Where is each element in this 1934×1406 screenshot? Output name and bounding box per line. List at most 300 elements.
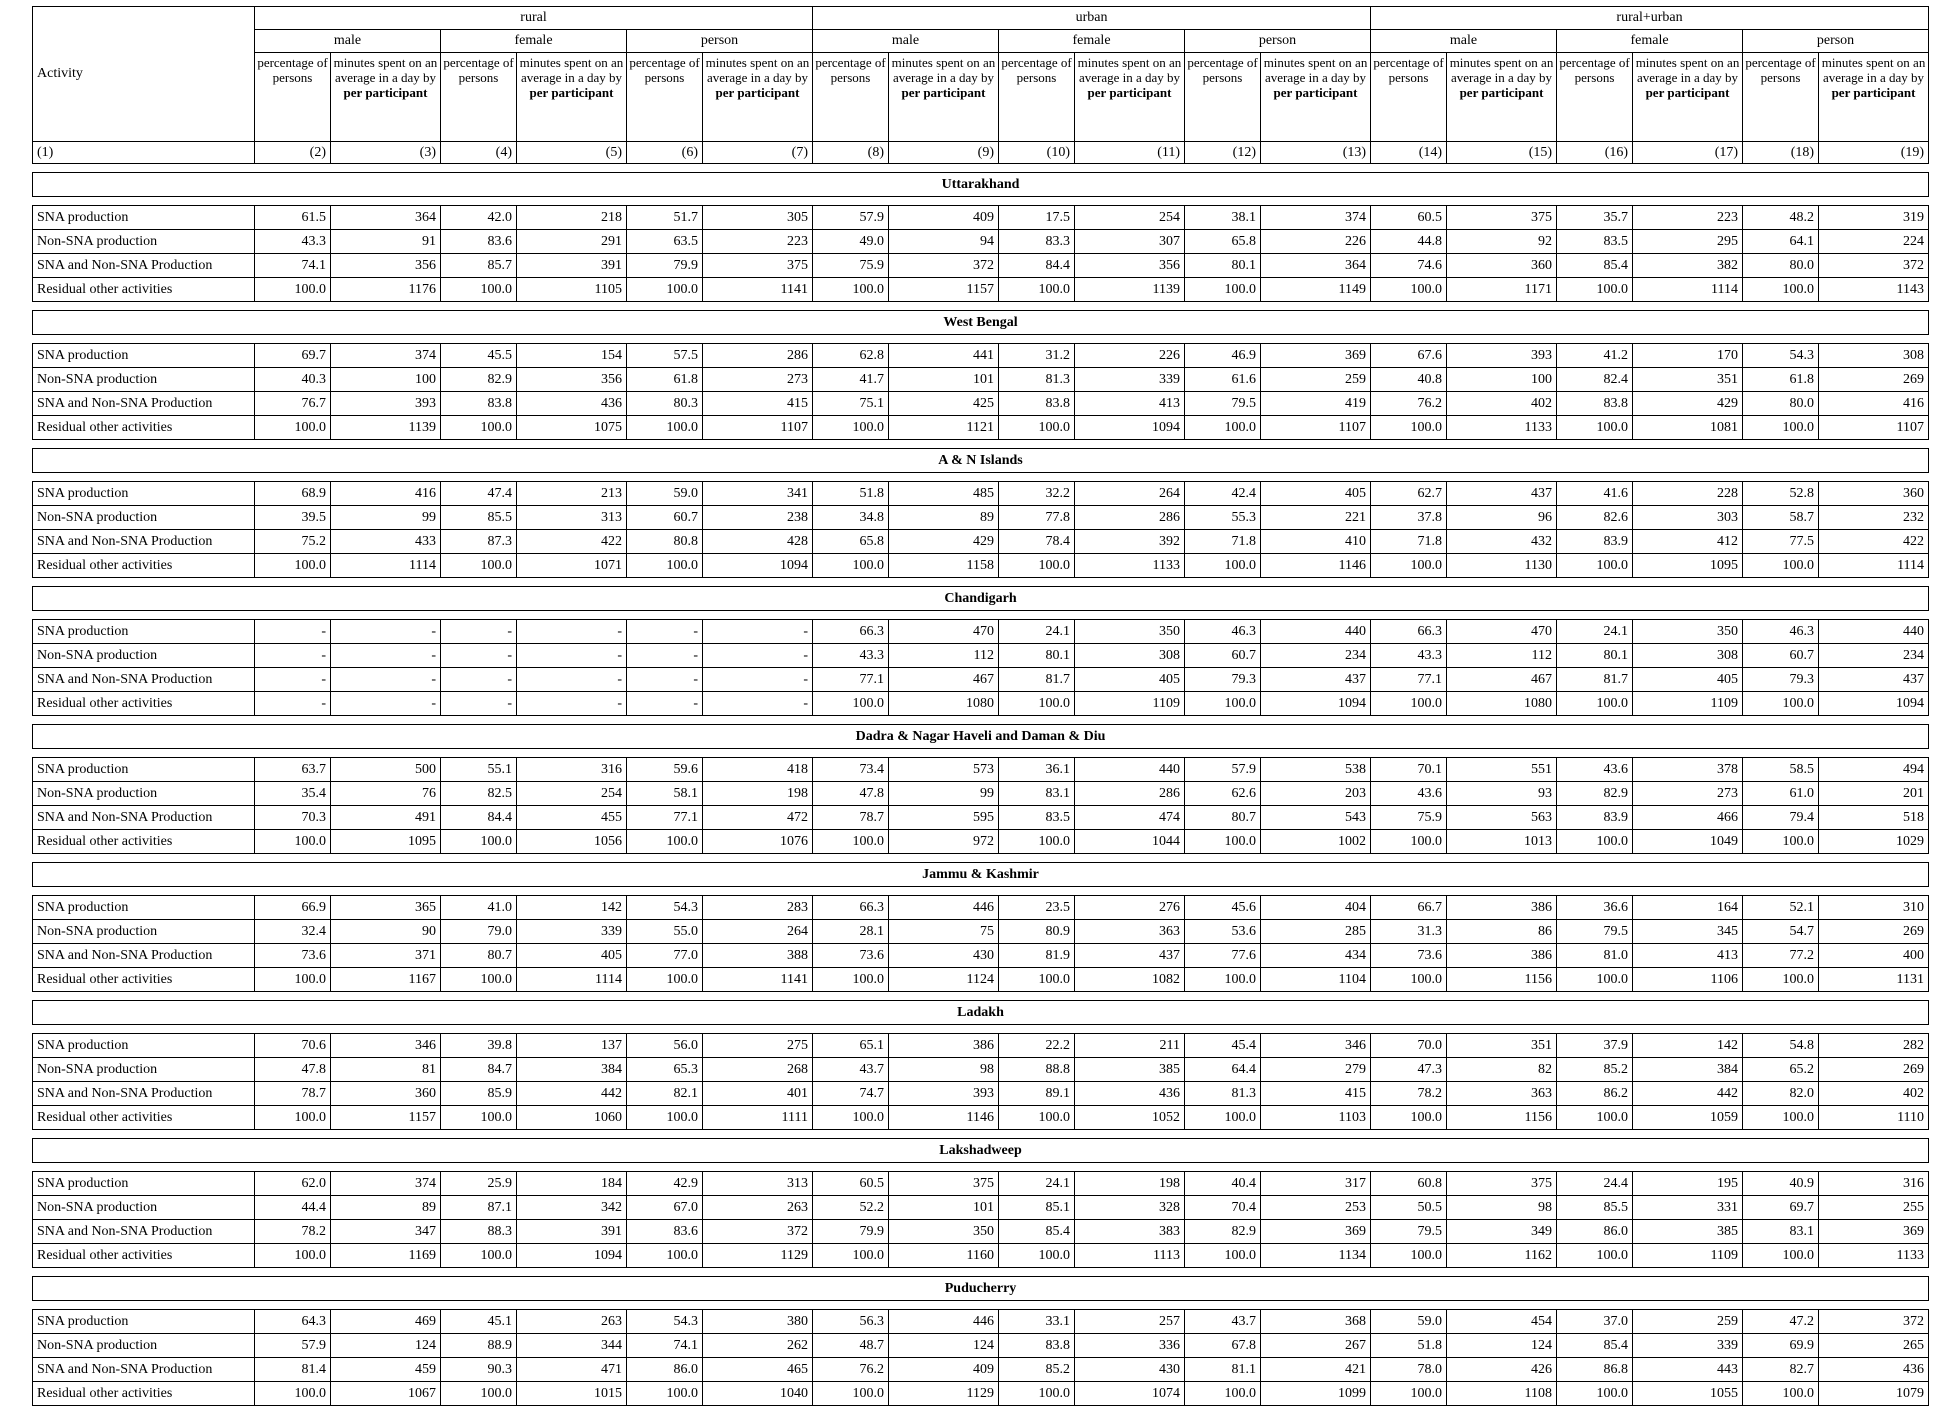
table-cell: 308: [1819, 344, 1929, 368]
spacer-row: [33, 1301, 1929, 1310]
table-row: [33, 1358, 1929, 1382]
table-cell: 255: [1819, 1196, 1929, 1220]
spacer-row: [33, 1268, 1929, 1277]
table-cell: 40.8: [1371, 368, 1447, 392]
table-cell: 45.6: [1185, 896, 1261, 920]
table-cell: 351: [1447, 1034, 1557, 1058]
table-cell: 57.9: [813, 206, 889, 230]
table-cell: 269: [1819, 920, 1929, 944]
table-cell: 351: [1633, 368, 1743, 392]
table-cell: 60.7: [1185, 644, 1261, 668]
table-cell: 124: [331, 1334, 441, 1358]
table-cell: 418: [703, 758, 813, 782]
table-cell: 386: [1447, 896, 1557, 920]
table-cell: 81.3: [1185, 1082, 1261, 1106]
table-cell: -: [441, 620, 517, 644]
table-cell: 372: [1819, 254, 1929, 278]
table-cell: 1094: [1261, 692, 1371, 716]
table-cell: 1074: [1075, 1382, 1185, 1406]
table-cell: 88.8: [999, 1058, 1075, 1082]
percentage-of-persons-header: percentage of persons: [1743, 53, 1819, 142]
table-cell: 1052: [1075, 1106, 1185, 1130]
table-cell: 442: [517, 1082, 627, 1106]
table-cell: 48.7: [813, 1334, 889, 1358]
table-cell: 86.0: [627, 1358, 703, 1382]
percentage-of-persons-header: percentage of persons: [441, 53, 517, 142]
table-cell: 228: [1633, 482, 1743, 506]
table-cell: 82.9: [1557, 782, 1633, 806]
table-cell: 82.4: [1557, 368, 1633, 392]
activity-label: Residual other activities: [33, 968, 255, 992]
table-cell: 264: [1075, 482, 1185, 506]
table-row: [33, 254, 1929, 278]
table-cell: 85.4: [1557, 1334, 1633, 1358]
table-row: [33, 668, 1929, 692]
table-cell: 88.9: [441, 1334, 517, 1358]
table-cell: 100.0: [1743, 692, 1819, 716]
table-row: [33, 392, 1929, 416]
table-cell: 1111: [703, 1106, 813, 1130]
table-cell: 1167: [331, 968, 441, 992]
table-cell: 100.0: [255, 1244, 331, 1268]
table-row: [33, 1334, 1929, 1358]
table-cell: 101: [889, 1196, 999, 1220]
table-cell: 81.1: [1185, 1358, 1261, 1382]
table-cell: 42.4: [1185, 482, 1261, 506]
table-cell: 543: [1261, 806, 1371, 830]
table-cell: 360: [331, 1082, 441, 1106]
table-cell: 1099: [1261, 1382, 1371, 1406]
table-cell: 124: [889, 1334, 999, 1358]
table-cell: 82.9: [1185, 1220, 1261, 1244]
table-cell: 100.0: [1743, 968, 1819, 992]
table-cell: 316: [1819, 1172, 1929, 1196]
table-cell: 1129: [703, 1244, 813, 1268]
table-cell: 426: [1447, 1358, 1557, 1382]
table-cell: 1156: [1447, 968, 1557, 992]
table-cell: 71.8: [1371, 530, 1447, 554]
gender-header-female: female: [1557, 30, 1743, 53]
table-cell: 36.6: [1557, 896, 1633, 920]
table-cell: 393: [1447, 344, 1557, 368]
activity-label: SNA production: [33, 1310, 255, 1334]
table-cell: 87.3: [441, 530, 517, 554]
table-cell: 89: [889, 506, 999, 530]
table-cell: 66.3: [813, 896, 889, 920]
table-cell: 83.8: [1557, 392, 1633, 416]
table-cell: 43.7: [1185, 1310, 1261, 1334]
table-cell: 78.7: [813, 806, 889, 830]
table-cell: 37.0: [1557, 1310, 1633, 1334]
table-cell: 339: [1633, 1334, 1743, 1358]
table-cell: 265: [1819, 1334, 1929, 1358]
table-cell: 100.0: [1557, 416, 1633, 440]
table-cell: 100.0: [255, 554, 331, 578]
table-cell: 1049: [1633, 830, 1743, 854]
table-cell: 1114: [331, 554, 441, 578]
table-cell: 90: [331, 920, 441, 944]
table-cell: 60.5: [1371, 206, 1447, 230]
table-cell: 1107: [703, 416, 813, 440]
table-cell: 223: [1633, 206, 1743, 230]
table-cell: 310: [1819, 896, 1929, 920]
activity-label: SNA and Non-SNA Production: [33, 944, 255, 968]
table-cell: 100.0: [999, 1382, 1075, 1406]
table-cell: 66.3: [1371, 620, 1447, 644]
table-cell: 84.7: [441, 1058, 517, 1082]
table-cell: 317: [1261, 1172, 1371, 1196]
table-cell: 68.9: [255, 482, 331, 506]
percentage-of-persons-header: percentage of persons: [813, 53, 889, 142]
activity-label: SNA production: [33, 896, 255, 920]
table-cell: 416: [331, 482, 441, 506]
table-cell: 1105: [517, 278, 627, 302]
table-cell: 1107: [1819, 416, 1929, 440]
table-cell: 43.3: [1371, 644, 1447, 668]
table-cell: 52.8: [1743, 482, 1819, 506]
state-name: Dadra & Nagar Haveli and Daman & Diu: [33, 725, 1929, 749]
gender-header-person: person: [627, 30, 813, 53]
table-cell: 378: [1633, 758, 1743, 782]
table-cell: 142: [1633, 1034, 1743, 1058]
table-cell: 83.6: [627, 1220, 703, 1244]
table-cell: 43.3: [255, 230, 331, 254]
table-cell: 63.5: [627, 230, 703, 254]
table-cell: 303: [1633, 506, 1743, 530]
table-cell: 1103: [1261, 1106, 1371, 1130]
table-cell: 81.9: [999, 944, 1075, 968]
table-cell: 42.9: [627, 1172, 703, 1196]
spacer-row: [33, 749, 1929, 758]
column-number: (14): [1371, 142, 1447, 164]
table-cell: 59.6: [627, 758, 703, 782]
table-cell: 1133: [1819, 1244, 1929, 1268]
activity-label: Non-SNA production: [33, 368, 255, 392]
table-cell: 51.7: [627, 206, 703, 230]
header-row-genders: [33, 30, 1929, 53]
table-cell: 100.0: [1185, 278, 1261, 302]
table-cell: 124: [1447, 1334, 1557, 1358]
table-cell: -: [255, 692, 331, 716]
table-cell: 60.7: [627, 506, 703, 530]
table-cell: 267: [1261, 1334, 1371, 1358]
table-cell: 1133: [1075, 554, 1185, 578]
table-cell: 363: [1075, 920, 1185, 944]
table-cell: 62.7: [1371, 482, 1447, 506]
table-cell: 39.8: [441, 1034, 517, 1058]
table-cell: 1157: [331, 1106, 441, 1130]
table-cell: 89: [331, 1196, 441, 1220]
table-cell: 100.0: [1371, 1244, 1447, 1268]
table-cell: 80.1: [1185, 254, 1261, 278]
table-cell: 47.2: [1743, 1310, 1819, 1334]
table-cell: 425: [889, 392, 999, 416]
table-cell: 100.0: [999, 416, 1075, 440]
table-cell: 86: [1447, 920, 1557, 944]
table-cell: 375: [703, 254, 813, 278]
table-row: [33, 782, 1929, 806]
table-cell: 1109: [1633, 692, 1743, 716]
table-cell: 31.2: [999, 344, 1075, 368]
table-cell: 339: [1075, 368, 1185, 392]
table-cell: 1130: [1447, 554, 1557, 578]
table-cell: 364: [1261, 254, 1371, 278]
table-cell: 62.0: [255, 1172, 331, 1196]
table-cell: 73.6: [255, 944, 331, 968]
table-cell: 234: [1819, 644, 1929, 668]
table-cell: 100.0: [1557, 692, 1633, 716]
table-cell: 1081: [1633, 416, 1743, 440]
table-cell: 100.0: [627, 278, 703, 302]
table-cell: 100.0: [441, 1106, 517, 1130]
table-cell: 43.7: [813, 1058, 889, 1082]
table-cell: 386: [889, 1034, 999, 1058]
table-cell: 69.7: [255, 344, 331, 368]
table-cell: 25.9: [441, 1172, 517, 1196]
table-cell: 79.5: [1557, 920, 1633, 944]
table-cell: 1113: [1075, 1244, 1185, 1268]
table-cell: 437: [1819, 668, 1929, 692]
table-cell: 1114: [1819, 554, 1929, 578]
table-cell: 85.5: [1557, 1196, 1633, 1220]
table-cell: 405: [1075, 668, 1185, 692]
table-cell: 393: [889, 1082, 999, 1106]
table-cell: 402: [1447, 392, 1557, 416]
table-cell: 83.6: [441, 230, 517, 254]
table-cell: 61.8: [627, 368, 703, 392]
table-cell: 51.8: [1371, 1334, 1447, 1358]
table-cell: 257: [1075, 1310, 1185, 1334]
table-row: [33, 506, 1929, 530]
table-cell: 421: [1261, 1358, 1371, 1382]
table-cell: 1114: [1633, 278, 1743, 302]
table-cell: 70.6: [255, 1034, 331, 1058]
table-cell: 98: [1447, 1196, 1557, 1220]
table-row: [33, 968, 1929, 992]
table-cell: 254: [517, 782, 627, 806]
table-cell: 100.0: [441, 968, 517, 992]
table-cell: 263: [703, 1196, 813, 1220]
table-cell: 65.1: [813, 1034, 889, 1058]
table-cell: 383: [1075, 1220, 1185, 1244]
table-cell: 254: [1075, 206, 1185, 230]
table-cell: 61.8: [1743, 368, 1819, 392]
table-cell: 1169: [331, 1244, 441, 1268]
table-cell: 79.5: [1185, 392, 1261, 416]
activity-label: SNA and Non-SNA Production: [33, 530, 255, 554]
table-cell: 364: [331, 206, 441, 230]
table-cell: 384: [1633, 1058, 1743, 1082]
table-cell: 434: [1261, 944, 1371, 968]
table-cell: 437: [1447, 482, 1557, 506]
table-cell: 85.2: [999, 1358, 1075, 1382]
minutes-per-participant-header: minutes spent on an average in a day by per participant: [1819, 53, 1929, 142]
table-cell: 99: [331, 506, 441, 530]
table-cell: 62.8: [813, 344, 889, 368]
table-cell: 1094: [1075, 416, 1185, 440]
table-row: [33, 1172, 1929, 1196]
table-cell: 972: [889, 830, 999, 854]
table-cell: 1109: [1075, 692, 1185, 716]
table-cell: 100.0: [1371, 830, 1447, 854]
area-header-rural: rural: [255, 7, 813, 30]
table-cell: 412: [1633, 530, 1743, 554]
state-row: [33, 173, 1929, 197]
table-cell: 79.3: [1743, 668, 1819, 692]
table-cell: 402: [1819, 1082, 1929, 1106]
table-cell: 386: [1447, 944, 1557, 968]
table-row: [33, 1058, 1929, 1082]
table-cell: 375: [1447, 1172, 1557, 1196]
table-cell: 33.1: [999, 1310, 1075, 1334]
table-cell: 234: [1261, 644, 1371, 668]
table-cell: 467: [1447, 668, 1557, 692]
table-cell: 100.0: [999, 968, 1075, 992]
table-cell: 218: [517, 206, 627, 230]
table-cell: 58.7: [1743, 506, 1819, 530]
table-cell: 470: [889, 620, 999, 644]
table-cell: -: [331, 620, 441, 644]
table-cell: -: [703, 668, 813, 692]
table-cell: 469: [331, 1310, 441, 1334]
table-cell: 369: [1261, 344, 1371, 368]
table-cell: 1171: [1447, 278, 1557, 302]
table-cell: 1156: [1447, 1106, 1557, 1130]
table-cell: 99: [889, 782, 999, 806]
table-row: [33, 416, 1929, 440]
table-cell: 573: [889, 758, 999, 782]
table-cell: 1060: [517, 1106, 627, 1130]
table-cell: -: [517, 692, 627, 716]
column-number: (4): [441, 142, 517, 164]
table-cell: 409: [889, 206, 999, 230]
table-cell: 78.4: [999, 530, 1075, 554]
area-header-urban: urban: [813, 7, 1371, 30]
table-cell: 409: [889, 1358, 999, 1382]
state-row: [33, 863, 1929, 887]
percentage-of-persons-header: percentage of persons: [1557, 53, 1633, 142]
table-cell: 1146: [1261, 554, 1371, 578]
table-cell: 47.3: [1371, 1058, 1447, 1082]
table-cell: 83.1: [999, 782, 1075, 806]
table-cell: 100.0: [627, 416, 703, 440]
state-row: [33, 587, 1929, 611]
table-cell: 83.8: [999, 1334, 1075, 1358]
table-cell: 1141: [703, 278, 813, 302]
table-cell: 101: [889, 368, 999, 392]
state-name: Chandigarh: [33, 587, 1929, 611]
activity-label: Residual other activities: [33, 692, 255, 716]
table-row: [33, 530, 1929, 554]
table-cell: 454: [1447, 1310, 1557, 1334]
table-cell: 269: [1819, 1058, 1929, 1082]
table-cell: 316: [517, 758, 627, 782]
table-cell: 374: [331, 1172, 441, 1196]
table-row: [33, 1106, 1929, 1130]
table-cell: -: [703, 644, 813, 668]
activity-label: SNA and Non-SNA Production: [33, 392, 255, 416]
table-cell: 77.5: [1743, 530, 1819, 554]
activity-label: Non-SNA production: [33, 782, 255, 806]
minutes-per-participant-header: minutes spent on an average in a day by per participant: [703, 53, 813, 142]
table-cell: 184: [517, 1172, 627, 1196]
table-cell: 429: [889, 530, 999, 554]
table-cell: 346: [331, 1034, 441, 1058]
table-cell: 1015: [517, 1382, 627, 1406]
table-cell: -: [627, 644, 703, 668]
table-cell: 1079: [1819, 1382, 1929, 1406]
table-cell: 59.0: [1371, 1310, 1447, 1334]
table-cell: 385: [1075, 1058, 1185, 1082]
table-cell: 1076: [703, 830, 813, 854]
table-cell: 313: [517, 506, 627, 530]
spacer-row: [33, 302, 1929, 311]
table-cell: 100.0: [1743, 1244, 1819, 1268]
column-number: (17): [1633, 142, 1743, 164]
activity-label: SNA production: [33, 1172, 255, 1196]
table-cell: 75.2: [255, 530, 331, 554]
table-cell: 100.0: [627, 968, 703, 992]
table-cell: 100.0: [813, 1244, 889, 1268]
table-cell: 100.0: [1185, 968, 1261, 992]
table-cell: 98: [889, 1058, 999, 1082]
activity-label: Residual other activities: [33, 1106, 255, 1130]
table-cell: 100.0: [813, 554, 889, 578]
table-cell: 24.1: [999, 1172, 1075, 1196]
activity-label: Non-SNA production: [33, 230, 255, 254]
table-cell: 415: [1261, 1082, 1371, 1106]
table-cell: 43.6: [1371, 782, 1447, 806]
header-row-areas: [33, 7, 1929, 30]
table-cell: 64.1: [1743, 230, 1819, 254]
table-cell: 57.9: [255, 1334, 331, 1358]
table-cell: 223: [703, 230, 813, 254]
table-cell: 226: [1075, 344, 1185, 368]
table-cell: 100.0: [1371, 278, 1447, 302]
table-cell: -: [517, 644, 627, 668]
table-cell: 154: [517, 344, 627, 368]
table-cell: 83.5: [1557, 230, 1633, 254]
table-cell: 470: [1447, 620, 1557, 644]
table-cell: 83.1: [1743, 1220, 1819, 1244]
table-cell: 60.7: [1743, 644, 1819, 668]
state-name: Ladakh: [33, 1001, 1929, 1025]
table-row: [33, 554, 1929, 578]
table-cell: 100.0: [813, 278, 889, 302]
table-cell: 1108: [1447, 1382, 1557, 1406]
table-cell: 436: [1075, 1082, 1185, 1106]
table-cell: 83.8: [999, 392, 1075, 416]
table-cell: 328: [1075, 1196, 1185, 1220]
table-cell: 1095: [331, 830, 441, 854]
table-cell: 47.8: [813, 782, 889, 806]
minutes-per-participant-header: minutes spent on an average in a day by per participant: [1075, 53, 1185, 142]
table-cell: 441: [889, 344, 999, 368]
table-cell: 85.2: [1557, 1058, 1633, 1082]
table-cell: 100: [331, 368, 441, 392]
table-cell: 66.3: [813, 620, 889, 644]
column-number: (10): [999, 142, 1075, 164]
table-cell: 80.9: [999, 920, 1075, 944]
table-cell: 368: [1261, 1310, 1371, 1334]
table-cell: 52.1: [1743, 896, 1819, 920]
column-number: (1): [33, 142, 255, 164]
table-cell: 100.0: [1185, 1244, 1261, 1268]
table-cell: 1124: [889, 968, 999, 992]
table-cell: -: [331, 692, 441, 716]
table-cell: -: [255, 620, 331, 644]
table-cell: 75.1: [813, 392, 889, 416]
